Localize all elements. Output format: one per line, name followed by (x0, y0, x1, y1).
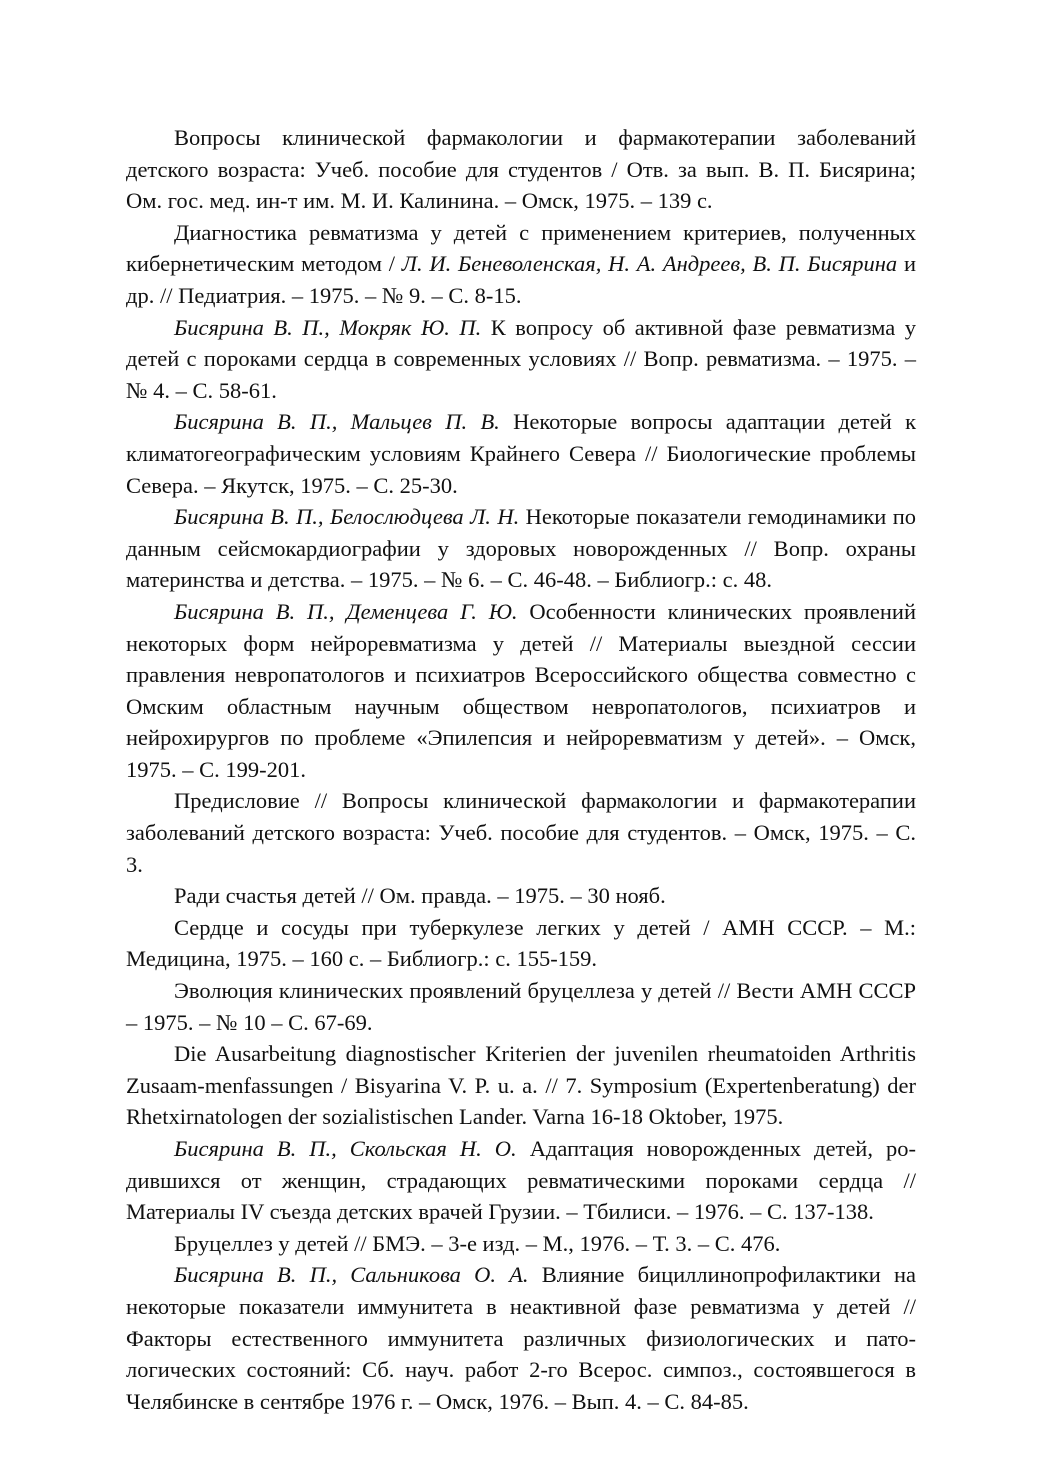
bibliography-entry (126, 406, 916, 501)
entry-authors: Бисярина В. П., Скольская Н. О. (174, 1136, 517, 1161)
entry-text: Die Ausarbeitung diagnostischer Kriterien der juvenilen rheumatoiden Arthritis Zusaam-menfassungen / Bisyarina V. P. u. a. // 7. Symposium (Expertenberatung) der Rhetxirnatologen der sozialistischen Lander. Varna 16-18 Oktober, 1975. (126, 1041, 916, 1130)
bibliography-entry (126, 312, 916, 407)
bibliography-entry (126, 217, 916, 312)
bibliography-entry (126, 975, 916, 1038)
entry-authors: Бисярина В. П., Мокряк Ю. П. (174, 314, 482, 340)
bibliography-entry (126, 912, 916, 975)
entry-text: Особенности клинических проявлений некоторых форм нейроревматизма у детей // Материалы выездной сессии правления невропатологов и психиатров Всероссийского общества совместно с Омским областным научным обществом невропатологов, психиатров и нейрохирургов по проблеме «Эпилепсия и нейроревматизм у детей». – Омск, 1975. – С. 199-201. (126, 598, 916, 782)
entry-text: Бруцеллез у детей // БМЭ. – 3-е изд. – М., 1976. – Т. 3. – С. 476. (174, 1230, 781, 1256)
bibliography-entry (126, 596, 916, 786)
bibliography-entry (126, 501, 916, 596)
entry-text: Адаптация новорожденных детей, родившихся от женщин, страдающих ревматическими пороками сердца // Материалы IV съезда детских врачей Грузии. – Тбилиси. – 1976. – С. 137-138. (126, 1136, 916, 1225)
bibliography-entry (126, 1228, 916, 1260)
entry-text: Влияние бициллинопрофилактики на некоторые показатели иммунитета в неактивной фазе ревматизма у детей // Факторы естественного иммунитета различных физиологических и патологических состояний: Сб. науч. работ 2-го Всерос. симпоз., состоявшегося в Челябинске в сентябре 1976 г. – Омск, 1976. – Вып. 4. – С. 84-85. (126, 1262, 916, 1414)
entry-authors: Бисярина В. П., Сальникова О. А. (174, 1262, 529, 1288)
bibliography-entry (126, 122, 916, 217)
entry-text: Диагностика ревматизма у детей с применением критериев, полученных кибернетическим методом / (126, 219, 916, 277)
bibliography-entry (126, 1133, 916, 1228)
entry-text: Эволюция клинических проявлений бруцеллеза у детей // Вести АМН СССР – 1975. – № 10 – С. 67-69. (126, 978, 916, 1035)
entry-authors: Л. И. Беневоленская, Н. А. Андреев, В. П. Бисярина (401, 251, 898, 277)
entry-text: Сердце и сосуды при туберкулезе легких у детей / АМН СССР. – М.: Медицина, 1975. – 160 с. – Библиогр.: с. 155-159. (126, 914, 916, 972)
entry-text: Некоторые показатели гемодинамики по данным сейсмокардиографии у здоровых новорожденных // Вопр. охраны материнства и детства. – 1975. – № 6. – С. 46-48. – Библиогр.: с. 48. (126, 504, 916, 593)
bibliography-entry (126, 1259, 916, 1417)
entry-text: Вопросы клинической фармакологии и фармакотерапии заболеваний детского возраста: Учеб. пособие для студентов / Отв. за вып. В. П. Бисярина; Ом. гос. мед. ин-т им. М. И. Калинина. – Омск, 1975. – 139 с. (126, 125, 916, 214)
entry-authors: Бисярина В. П., Белослюдцева Л. Н. (174, 504, 520, 530)
entry-text: Ради счастья детей // Ом. правда. – 1975. – 30 нояб. (174, 883, 666, 909)
entry-authors: Бисярина В. П., Деменцева Г. Ю. (174, 598, 518, 624)
bibliography-page (126, 122, 916, 1417)
entry-text: К вопросу об активной фазе ревматизма у детей с пороками сердца в современных условиях // Вопр. ревматизма. – 1975. – № 4. – С. 58-61. (126, 314, 916, 403)
entry-authors: Бисярина В. П., Мальцев П. В. (174, 409, 500, 435)
bibliography-entry (126, 785, 916, 880)
bibliography-entry (126, 1038, 916, 1133)
entry-text: Некоторые вопросы адаптации детей к климатогеографическим условиям Крайнего Севера // Биологические проблемы Севера. – Якутск, 1975. – С. 25-30. (126, 409, 916, 498)
bibliography-entry (126, 880, 916, 912)
entry-text: Предисловие // Вопросы клинической фармакологии и фармакотерапии заболеваний детского возраста: Учеб. пособие для студентов. – Омск, 1975. – С. 3. (126, 788, 916, 877)
entry-text: и др. // Педиатрия. – 1975. – № 9. – С. 8-15. (126, 251, 916, 308)
